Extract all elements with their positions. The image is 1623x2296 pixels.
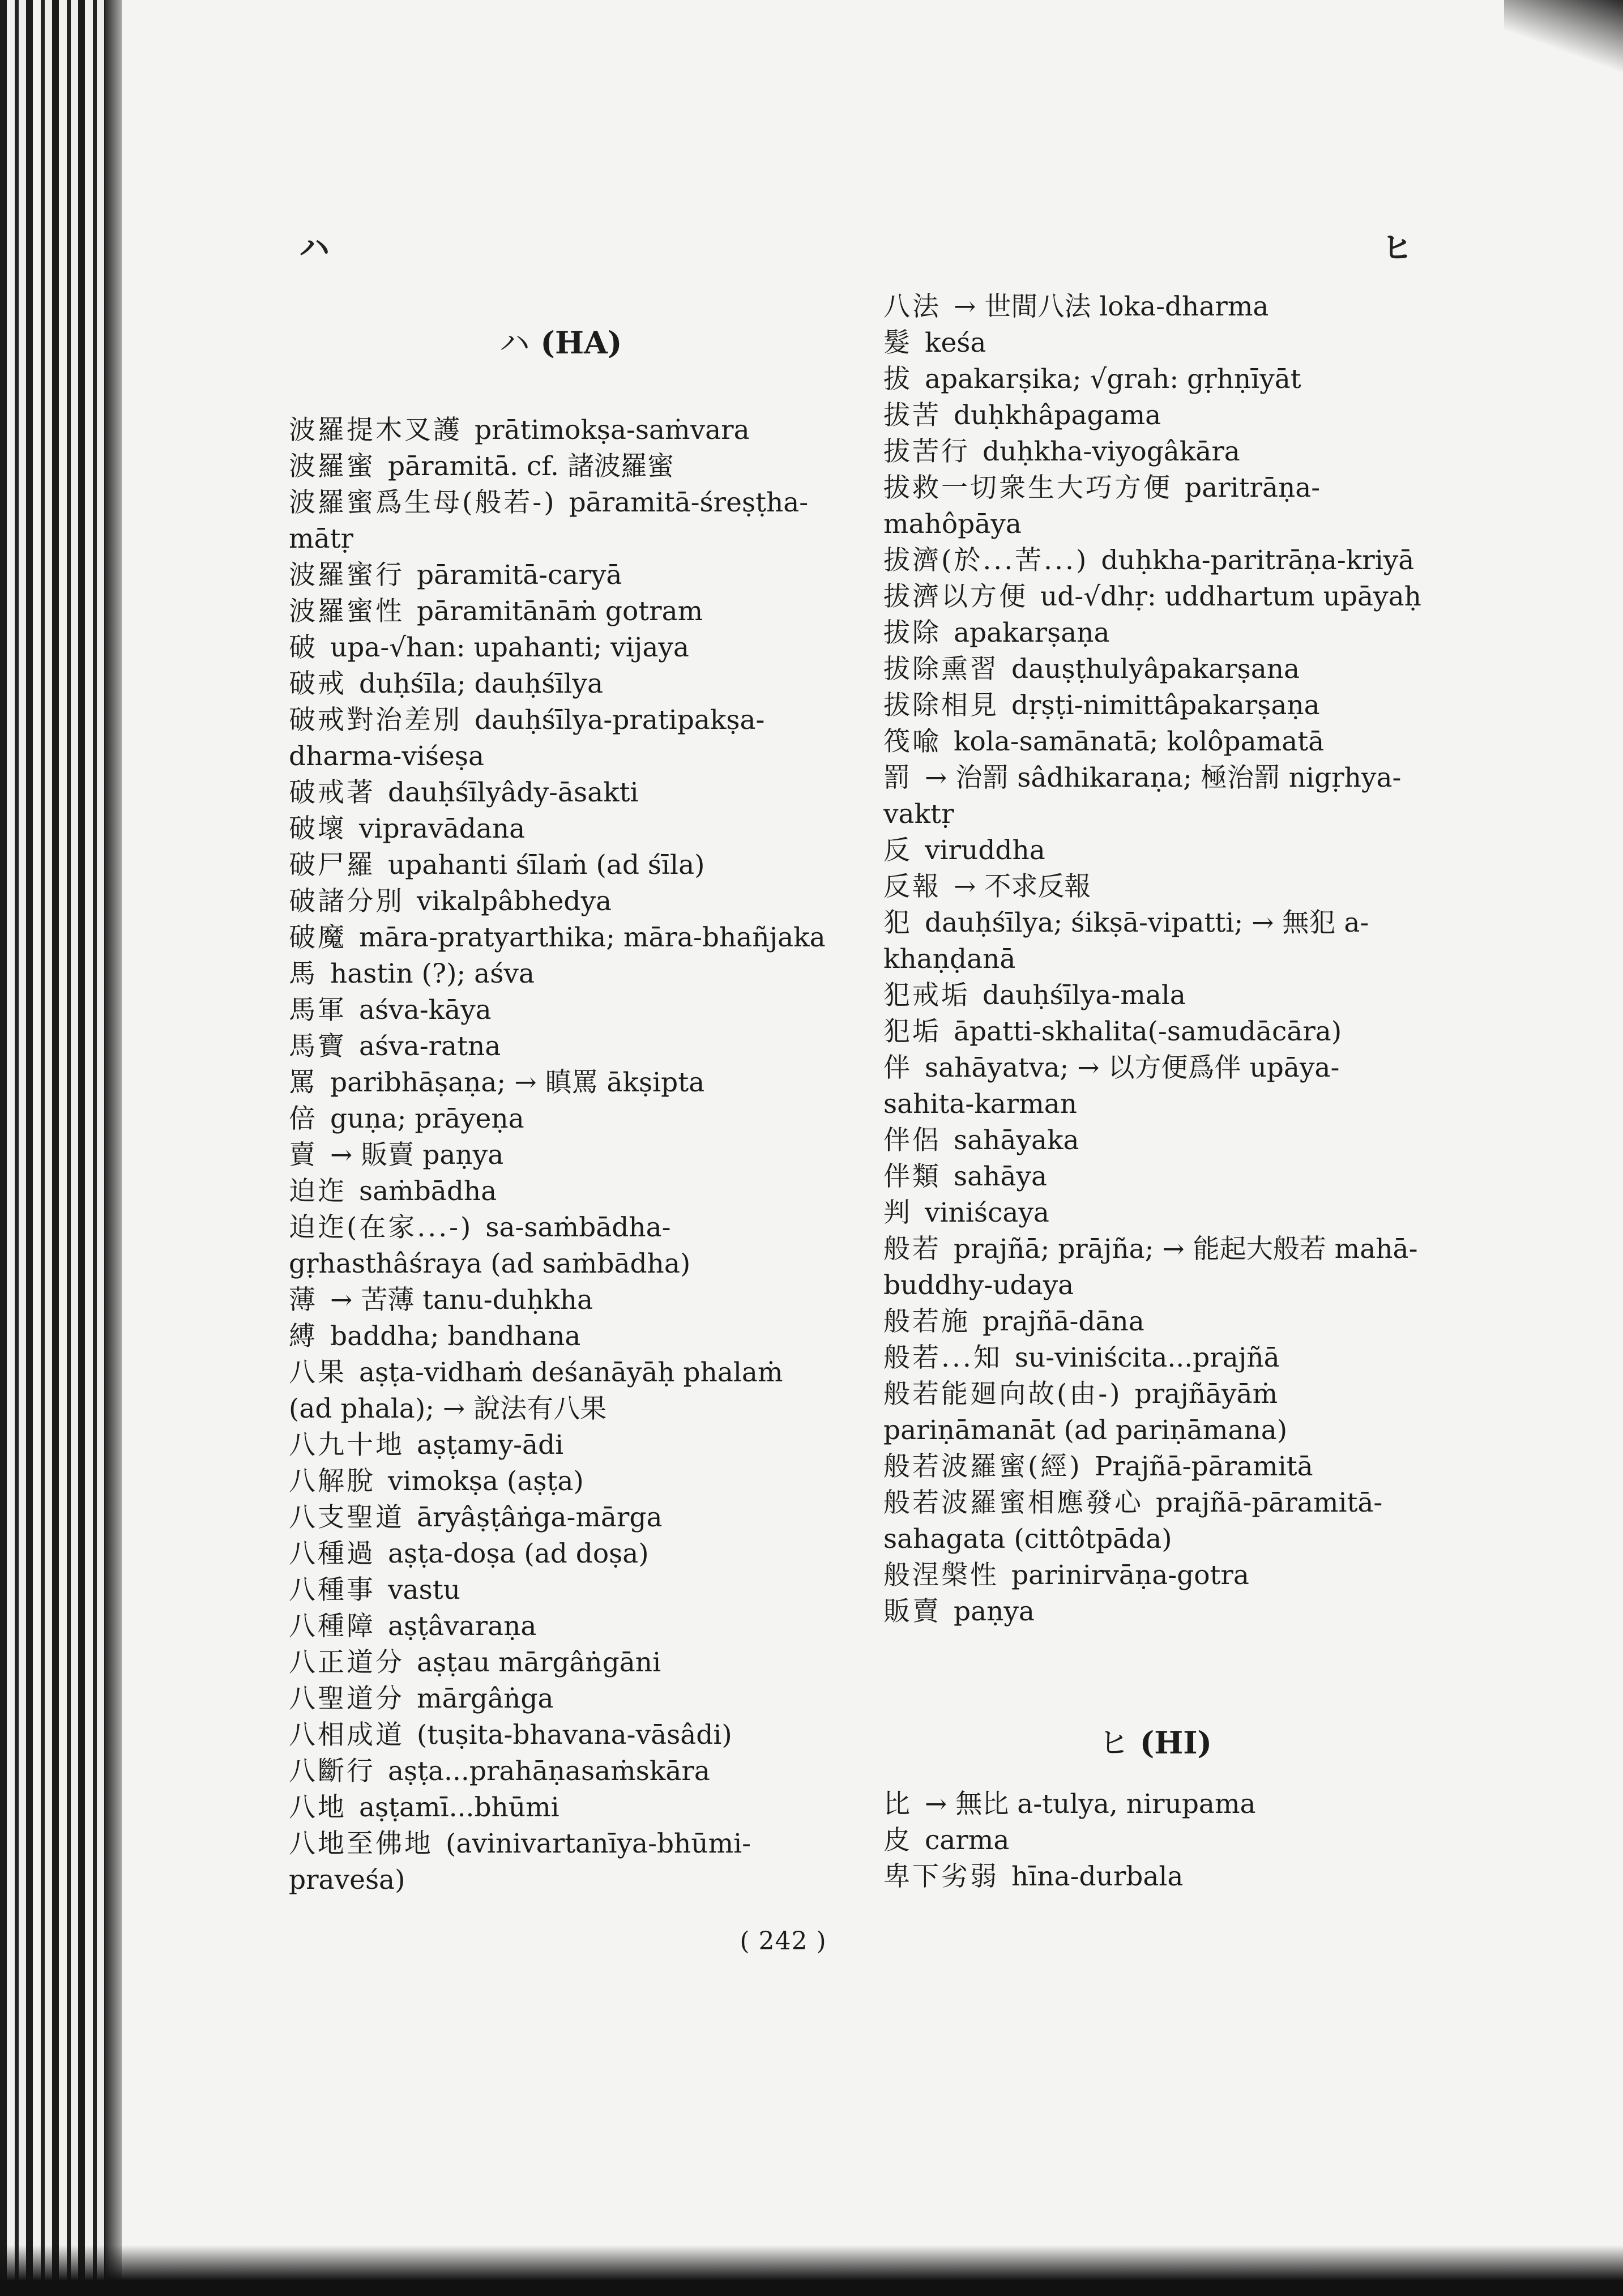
dictionary-entry [289,666,832,702]
dictionary-entry [289,956,832,992]
entry-headword: 伴侶 [883,1125,941,1156]
section-heading-roman: (HA) [540,325,622,361]
entry-headword: 破諸分別 [289,886,404,917]
dictionary-entry [883,1050,1427,1123]
entry-definition: aṣṭamy-ādi [417,1429,564,1461]
entry-definition: āryâṣṭâṅga-mārga [417,1502,663,1533]
entry-headword: 拔除熏習 [883,654,999,685]
entry-definition: pāramitā-caryā [417,560,622,591]
entry-headword: 馬 [289,958,318,989]
entry-definition: → 不求反報 [954,871,1091,902]
dictionary-entry [883,289,1427,325]
dictionary-entry [289,702,832,775]
entry-definition: āpatti-skhalita(-samudācāra) [954,1016,1342,1047]
dictionary-entry [883,833,1427,869]
entry-headword: 罰 [883,762,912,793]
entry-definition: → 世間八法 loka-dharma [954,291,1269,322]
entry-headword: 波羅蜜行 [289,560,404,591]
entry-definition: pāramitānāṁ gotram [417,596,703,627]
dictionary-entry [289,1137,832,1173]
dictionary-entry [883,1123,1427,1159]
dictionary-entry [289,920,832,956]
entry-definition: aṣṭa-doṣa (ad doṣa) [388,1538,649,1569]
entry-definition: prajñā-pāramitā-sahagata (cittôtpāda) [883,1487,1383,1555]
entry-definition: aṣṭâvaraṇa [388,1611,537,1642]
dictionary-entry [289,811,832,847]
dictionary-entry [883,1594,1427,1630]
dictionary-entry [289,630,832,666]
entry-headword: 髮 [883,327,912,359]
dictionary-entry [289,1790,832,1826]
entry-headword: 拔苦 [883,400,941,431]
entry-headword: 拔除 [883,617,941,648]
entry-definition: keśa [925,327,986,359]
page-corner-shadow [1504,0,1623,79]
entry-definition: aśva-ratna [359,1031,501,1062]
entry-definition: hastin (?); aśva [330,958,535,989]
entry-headword: 卑下劣弱 [883,1861,999,1892]
entry-headword: 筏喩 [883,726,941,757]
entry-definition: dṛṣṭi-nimittâpakarṣaṇa [1011,690,1320,721]
entry-definition: aṣṭa-vidhaṁ deśanāyāḥ phalaṁ (ad phala); → 說法有八果 [289,1357,783,1424]
entry-definition: ud-√dhṛ: uddhartum upāyaḥ [1040,581,1421,612]
entry-headword: 般若波羅蜜相應發心 [883,1487,1143,1518]
dictionary-entry [883,1195,1427,1231]
entry-headword: 般若 [883,1234,941,1265]
entry-headword: 八地 [289,1792,347,1823]
page-number: ( 242 ) [740,1927,827,1956]
entry-headword: 皮 [883,1825,912,1856]
entry-definition: parinirvāṇa-gotra [1011,1560,1249,1591]
left-column [289,323,832,1898]
entry-definition: māra-pratyarthika; māra-bhañjaka [359,922,826,953]
dictionary-entry [883,760,1427,833]
dictionary-entry [883,688,1427,724]
entry-definition: duḥkhâpagama [954,400,1161,431]
dictionary-entry [289,1028,832,1065]
dictionary-entry [289,1681,832,1717]
entry-headword: 縛 [289,1321,318,1352]
dictionary-entry [289,884,832,920]
dictionary-entry [883,1485,1427,1557]
dictionary-entry [883,1859,1427,1895]
entry-headword: 馬寶 [289,1031,347,1062]
entry-definition: (tuṣita-bhavana-vāsâdi) [417,1719,732,1751]
entry-definition: apakarṣika; √grah: gṛhṇīyāt [925,364,1301,395]
entry-definition: mārgâṅga [417,1683,554,1714]
dictionary-entry [883,579,1427,615]
entry-definition: hīna-durbala [1011,1861,1184,1892]
entry-headword: 迫迮(在家...-) [289,1212,473,1243]
dictionary-entry [289,449,832,485]
entry-definition: → 無比 a-tulya, nirupama [925,1789,1256,1820]
dictionary-entry [883,1304,1427,1340]
entry-headword: 八相成道 [289,1719,404,1751]
entry-definition: baddha; bandhana [330,1321,581,1352]
entry-headword: 破尸羅 [289,850,375,881]
dictionary-entry [289,1608,832,1645]
entry-definition: dauḥśīlya-pratipakṣa-dharma-viśeṣa [289,705,765,772]
dictionary-entry [883,470,1427,543]
entry-definition: duḥśīla; dauḥśīlya [359,668,604,699]
entry-definition: viniścaya [925,1197,1049,1228]
entry-definition: paṇya [954,1596,1035,1627]
entry-headword: 波羅蜜爲生母(般若-) [289,487,557,518]
dictionary-entry [289,1463,832,1500]
section-heading-hi [883,1709,1427,1776]
entry-definition: duḥkha-viyogâkāra [983,436,1240,467]
entry-headword: 拔除相見 [883,690,999,721]
entry-definition: apakarṣaṇa [954,617,1110,648]
entry-headword: 比 [883,1789,912,1820]
section-heading-roman: (HI) [1139,1725,1212,1761]
entry-definition: → 販賣 paṇya [330,1140,504,1171]
dictionary-entry [883,361,1427,398]
dictionary-entry [289,847,832,884]
entry-definition: aṣṭa...prahāṇasaṁskāra [388,1756,710,1787]
entry-definition: → 苦薄 tanu-duḥkha [330,1284,593,1316]
entry-headword: 八法 [883,291,941,322]
entry-headword: 伴類 [883,1161,941,1192]
dictionary-entry [883,615,1427,651]
entry-definition: paritrāṇa-mahôpāya [883,472,1321,540]
entry-headword: 八正道分 [289,1647,404,1678]
dictionary-entry [289,1210,832,1282]
dictionary-entry [883,869,1427,905]
entry-headword: 馬軍 [289,995,347,1026]
running-head-right: ヒ [1382,229,1412,266]
entry-definition: (avinivartanīya-bhūmi-praveśa) [289,1828,751,1896]
dictionary-entry [289,1717,832,1753]
entry-headword: 八斷行 [289,1756,375,1787]
entry-headword: 般涅槃性 [883,1560,999,1591]
entry-headword: 犯戒垢 [883,980,970,1011]
entry-headword: 般若波羅蜜(經) [883,1451,1082,1482]
entry-definition: prātimokṣa-saṁvara [475,415,750,446]
dictionary-entry [289,992,832,1028]
dictionary-entry [289,1318,832,1355]
entry-definition: aṣṭamī...bhūmi [359,1792,559,1823]
entry-headword: 八種事 [289,1574,375,1606]
dictionary-entry [289,1572,832,1608]
dictionary-entry [289,1753,832,1790]
entry-definition: vipravādana [359,813,526,844]
entry-headword: 拔濟以方便 [883,581,1028,612]
dictionary-entry [289,557,832,594]
entry-headword: 破戒 [289,668,347,699]
entry-definition: aśva-kāya [359,995,492,1026]
entry-definition: sahāyatva; → 以方便爲伴 upāya-sahita-karman [883,1052,1340,1120]
entry-headword: 破戒對治差別 [289,705,462,736]
entry-headword: 迫迮 [289,1176,347,1207]
entry-definition: dauḥśīlyâdy-āsakti [388,777,639,808]
entry-definition: sahāyaka [954,1125,1079,1156]
dictionary-entry [883,724,1427,760]
entry-definition: pāramitā-śreṣṭha-mātṛ [289,487,809,554]
entry-headword: 般若...知 [883,1342,1002,1373]
entry-definition: su-viniścita...prajñā [1014,1342,1280,1373]
entry-headword: 破魔 [289,922,347,953]
entry-list-right-ha [883,289,1427,1630]
dictionary-entry [289,775,832,811]
entry-definition: carma [925,1825,1010,1856]
dictionary-entry [883,905,1427,978]
entry-headword: 罵 [289,1067,318,1098]
entry-headword: 拔 [883,364,912,395]
entry-definition: saṁbādha [359,1176,497,1207]
entry-headword: 拔濟(於...苦...) [883,545,1089,576]
entry-definition: paribhāṣaṇa; → 瞋罵 ākṣipta [330,1067,705,1098]
entry-definition: sa-saṁbādha-gṛhasthâśraya (ad saṁbādha) [289,1212,691,1279]
entry-headword: 賣 [289,1140,318,1171]
section-heading-kana: ヒ [1098,1725,1129,1761]
running-head-left: ハ [299,229,330,266]
entry-definition: dauṣṭhulyâpakarṣana [1011,654,1300,685]
dictionary-entry [289,485,832,557]
entry-definition: vastu [388,1574,460,1606]
entry-definition: guṇa; prāyeṇa [330,1103,524,1134]
entry-headword: 販賣 [883,1596,941,1627]
dictionary-entry [883,1014,1427,1050]
entry-definition: dauḥśīlya; śikṣā-vipatti; → 無犯 a-khaṇḍanā [883,907,1369,975]
dictionary-entry [289,1427,832,1463]
entry-headword: 八九十地 [289,1429,404,1461]
page-bottom-shadow [0,2245,1623,2296]
entry-headword: 般若能廻向故(由-) [883,1379,1122,1410]
entry-list-left [289,412,832,1898]
dictionary-entry [289,594,832,630]
entry-headword: 八果 [289,1357,347,1388]
entry-headword: 破戒著 [289,777,375,808]
entry-headword: 破 [289,632,318,663]
section-heading-kana: ハ [499,325,530,361]
entry-definition: kola-samānatā; kolôpamatā [954,726,1325,757]
entry-definition: → 治罰 sâdhikaraṇa; 極治罰 nigṛhya-vaktṛ [883,762,1402,830]
dictionary-entry [883,1376,1427,1449]
entry-headword: 薄 [289,1284,318,1316]
dictionary-entry [883,1340,1427,1376]
entry-headword: 破壞 [289,813,347,844]
entry-headword: 倍 [289,1103,318,1134]
entry-headword: 波羅蜜 [289,451,375,482]
entry-definition: dauḥśīlya-mala [983,980,1186,1011]
dictionary-entry [883,1159,1427,1195]
entry-definition: prajñā-dāna [983,1306,1144,1337]
entry-headword: 反 [883,835,912,866]
entry-headword: 八地至佛地 [289,1828,433,1859]
entry-definition: Prajñā-pāramitā [1094,1451,1313,1482]
dictionary-entry [883,1231,1427,1304]
entry-headword: 波羅提木叉護 [289,415,462,446]
entry-definition: upahanti śīlaṁ (ad śīla) [388,850,705,881]
entry-headword: 犯垢 [883,1016,941,1047]
dictionary-entry [289,1500,832,1536]
entry-headword: 拔救一切衆生大巧方便 [883,472,1172,503]
dictionary-entry [289,412,832,449]
dictionary-entry [289,1645,832,1681]
entry-definition: sahāya [954,1161,1048,1192]
section-gap [883,1630,1427,1709]
entry-headword: 八解脫 [289,1466,375,1497]
entry-definition: viruddha [925,835,1045,866]
entry-headword: 八聖道分 [289,1683,404,1714]
dictionary-entry [289,1065,832,1101]
dictionary-entry [883,1449,1427,1485]
dictionary-entry [289,1355,832,1427]
dictionary-entry [883,398,1427,434]
dictionary-entry [883,1786,1427,1823]
dictionary-entry [883,543,1427,579]
section-heading-ha [289,323,832,390]
entry-headword: 八種過 [289,1538,375,1569]
entry-definition: prajñāyāṁ pariṇāmanāt (ad pariṇāmana) [883,1379,1288,1446]
dictionary-entry [883,1557,1427,1594]
right-column [883,289,1427,1895]
dictionary-entry [289,1282,832,1318]
entry-definition: pāramitā. cf. 諸波羅蜜 [388,451,674,482]
entry-definition: vikalpâbhedya [417,886,612,917]
entry-headword: 般若施 [883,1306,970,1337]
dictionary-entry [289,1826,832,1898]
entry-definition: aṣṭau mārgâṅgāni [417,1647,661,1678]
dictionary-entry [883,325,1427,361]
dictionary-entry [289,1536,832,1572]
dictionary-entry [289,1101,832,1137]
entry-headword: 判 [883,1197,912,1228]
entry-headword: 八支聖道 [289,1502,404,1533]
dictionary-entry [883,651,1427,688]
entry-headword: 拔苦行 [883,436,970,467]
entry-definition: prajñā; prājña; → 能起大般若 mahā-buddhy-udaya [883,1234,1418,1301]
entry-headword: 伴 [883,1052,912,1083]
entry-headword: 波羅蜜性 [289,596,404,627]
entry-headword: 反報 [883,871,941,902]
dictionary-entry [883,978,1427,1014]
dictionary-entry [883,1823,1427,1859]
entry-definition: upa-√han: upahanti; vijaya [330,632,689,663]
entry-headword: 八種障 [289,1611,375,1642]
entry-headword: 犯 [883,907,912,938]
entry-list-right-hi [883,1786,1427,1895]
entry-definition: duḥkha-paritrāṇa-kriyā [1101,545,1415,576]
dictionary-entry [883,434,1427,470]
entry-definition: vimokṣa (aṣṭa) [388,1466,584,1497]
dictionary-entry [289,1173,832,1210]
